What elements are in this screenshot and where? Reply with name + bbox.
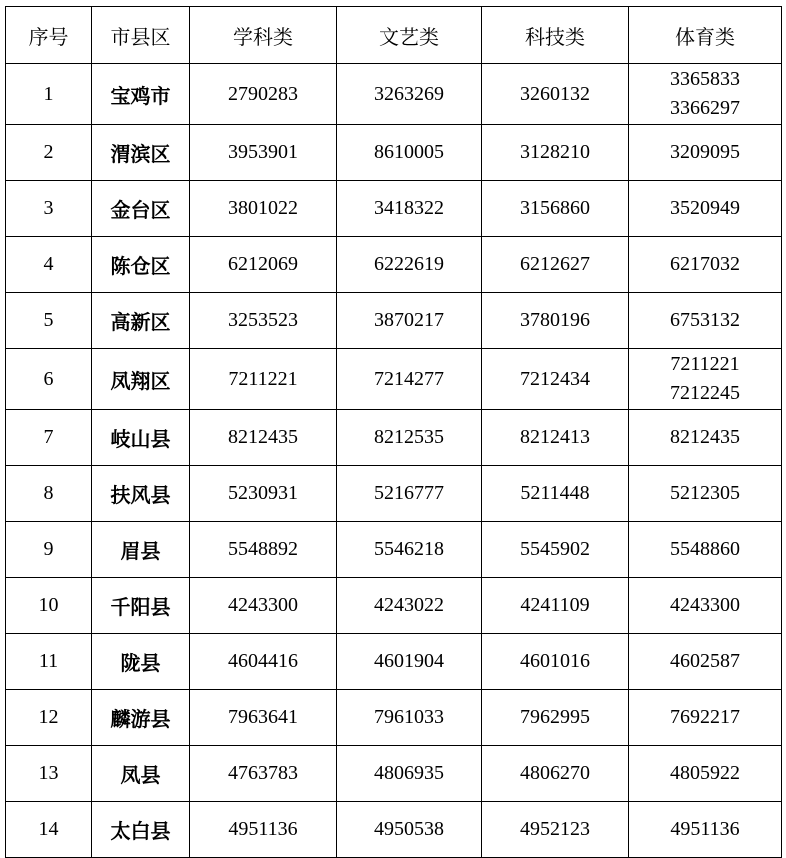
arts-phone-cell — [337, 522, 482, 578]
sports-phone-cell — [629, 522, 782, 578]
district-name: 宝鸡市 — [92, 64, 190, 125]
academic-phone-cell — [190, 64, 337, 125]
table-row — [6, 634, 782, 690]
academic-phone-cell — [190, 802, 337, 858]
sports-phone-cell — [629, 64, 782, 125]
academic-phone-number: 7211221 — [228, 367, 298, 390]
academic-phone-number: 2790283 — [228, 82, 298, 105]
arts-phone-number: 6222619 — [374, 253, 444, 275]
tech-phone-cell — [482, 578, 629, 634]
row-index: 11 — [6, 634, 92, 690]
academic-phone-cell — [190, 578, 337, 634]
tech-phone-number: 3156860 — [520, 197, 590, 219]
district-name: 眉县 — [92, 522, 190, 578]
sports-phone-number: 3209095 — [670, 141, 740, 163]
row-index: 7 — [6, 410, 92, 466]
sports-phone-number: 3366297 — [670, 97, 740, 119]
sports-phone-cell — [629, 125, 782, 181]
arts-phone-cell — [337, 293, 482, 349]
arts-phone-number: 4806935 — [374, 762, 444, 784]
sports-phone-number: 4602587 — [670, 650, 740, 672]
district-name: 凤县 — [92, 746, 190, 802]
header-index: 序号 — [6, 7, 92, 64]
district-name: 太白县 — [92, 802, 190, 858]
academic-phone-cell — [190, 746, 337, 802]
academic-phone-number: 4951136 — [228, 818, 298, 840]
sports-phone-cell — [629, 293, 782, 349]
sports-phone-number: 5212305 — [670, 482, 740, 504]
tech-phone-number: 3128210 — [520, 141, 590, 163]
sports-phone-cell — [629, 578, 782, 634]
sports-phone-number: 4243300 — [670, 594, 740, 616]
header-district: 市县区 — [92, 7, 190, 64]
sports-phone-cell — [629, 746, 782, 802]
row-index: 9 — [6, 522, 92, 578]
header-sports: 体育类 — [629, 7, 782, 64]
tech-phone-number: 4241109 — [520, 594, 590, 616]
table-row — [6, 522, 782, 578]
table-row — [6, 466, 782, 522]
academic-phone-cell — [190, 690, 337, 746]
academic-phone-cell — [190, 181, 337, 237]
row-index: 13 — [6, 746, 92, 802]
sports-phone-cell — [629, 690, 782, 746]
tech-phone-number: 8212413 — [520, 426, 590, 448]
row-index: 3 — [6, 181, 92, 237]
sports-phone-cell — [629, 410, 782, 466]
district-name: 麟游县 — [92, 690, 190, 746]
academic-phone-number: 5548892 — [228, 538, 298, 560]
arts-phone-number: 8212535 — [374, 426, 444, 448]
arts-phone-number: 5546218 — [374, 538, 444, 560]
tech-phone-number: 5211448 — [520, 482, 590, 504]
table-row — [6, 349, 782, 410]
header-arts: 文艺类 — [337, 7, 482, 64]
tech-phone-cell — [482, 293, 629, 349]
tech-phone-number: 7962995 — [520, 706, 590, 728]
table-row — [6, 578, 782, 634]
tech-phone-cell — [482, 802, 629, 858]
tech-phone-number: 4806270 — [520, 762, 590, 784]
row-index: 4 — [6, 237, 92, 293]
sports-phone-number: 6217032 — [670, 253, 740, 275]
arts-phone-number: 8610005 — [374, 141, 444, 163]
arts-phone-cell — [337, 181, 482, 237]
tech-phone-number: 4601016 — [520, 650, 590, 672]
academic-phone-number: 3801022 — [228, 197, 298, 219]
tech-phone-cell — [482, 410, 629, 466]
arts-phone-number: 7214277 — [374, 367, 444, 390]
row-index: 1 — [6, 64, 92, 125]
sports-phone-number: 8212435 — [670, 426, 740, 448]
academic-phone-number: 4763783 — [228, 762, 298, 784]
row-index: 10 — [6, 578, 92, 634]
arts-phone-number: 4243022 — [374, 594, 444, 616]
tech-phone-cell — [482, 125, 629, 181]
table-row — [6, 746, 782, 802]
table-row — [6, 181, 782, 237]
tech-phone-number: 3260132 — [520, 82, 590, 105]
sports-phone-number: 4951136 — [670, 818, 740, 840]
district-name: 千阳县 — [92, 578, 190, 634]
sports-phone-number: 6753132 — [670, 309, 740, 331]
table-row — [6, 125, 782, 181]
row-index: 5 — [6, 293, 92, 349]
header-tech: 科技类 — [482, 7, 629, 64]
tech-phone-cell — [482, 349, 629, 410]
sports-phone-number: 3365833 — [670, 68, 740, 90]
tech-phone-number: 4952123 — [520, 818, 590, 840]
district-name: 渭滨区 — [92, 125, 190, 181]
row-index: 2 — [6, 125, 92, 181]
arts-phone-number: 4950538 — [374, 818, 444, 840]
phone-directory-table — [5, 6, 782, 858]
district-name: 陇县 — [92, 634, 190, 690]
table-body — [6, 64, 782, 858]
academic-phone-cell — [190, 349, 337, 410]
row-index: 8 — [6, 466, 92, 522]
academic-phone-cell — [190, 634, 337, 690]
header-academic: 学科类 — [190, 7, 337, 64]
arts-phone-number: 3418322 — [374, 197, 444, 219]
tech-phone-number: 5545902 — [520, 538, 590, 560]
arts-phone-cell — [337, 634, 482, 690]
arts-phone-cell — [337, 237, 482, 293]
district-name: 金台区 — [92, 181, 190, 237]
sports-phone-cell — [629, 802, 782, 858]
sports-phone-number: 3520949 — [670, 197, 740, 219]
tech-phone-cell — [482, 522, 629, 578]
academic-phone-cell — [190, 237, 337, 293]
arts-phone-cell — [337, 578, 482, 634]
district-name: 陈仓区 — [92, 237, 190, 293]
tech-phone-cell — [482, 64, 629, 125]
table-row — [6, 802, 782, 858]
tech-phone-cell — [482, 466, 629, 522]
arts-phone-cell — [337, 802, 482, 858]
table-row — [6, 64, 782, 125]
header-row — [6, 7, 782, 64]
academic-phone-number: 3953901 — [228, 141, 298, 163]
academic-phone-cell — [190, 410, 337, 466]
row-index: 12 — [6, 690, 92, 746]
arts-phone-cell — [337, 746, 482, 802]
sports-phone-cell — [629, 634, 782, 690]
academic-phone-cell — [190, 293, 337, 349]
sports-phone-cell — [629, 237, 782, 293]
arts-phone-cell — [337, 466, 482, 522]
tech-phone-cell — [482, 634, 629, 690]
academic-phone-number: 3253523 — [228, 309, 298, 331]
arts-phone-cell — [337, 64, 482, 125]
district-name: 扶风县 — [92, 466, 190, 522]
tech-phone-number: 6212627 — [520, 253, 590, 275]
academic-phone-number: 7963641 — [228, 706, 298, 728]
tech-phone-cell — [482, 237, 629, 293]
row-index: 6 — [6, 349, 92, 410]
academic-phone-number: 5230931 — [228, 482, 298, 504]
table-row — [6, 410, 782, 466]
academic-phone-cell — [190, 522, 337, 578]
academic-phone-number: 8212435 — [228, 426, 298, 448]
academic-phone-number: 6212069 — [228, 253, 298, 275]
sports-phone-number: 7212245 — [670, 382, 740, 404]
table-row — [6, 690, 782, 746]
arts-phone-cell — [337, 125, 482, 181]
row-index: 14 — [6, 802, 92, 858]
academic-phone-number: 4243300 — [228, 594, 298, 616]
arts-phone-number: 3263269 — [374, 82, 444, 105]
sports-phone-number: 5548860 — [670, 538, 740, 560]
sports-phone-number: 7692217 — [670, 706, 740, 728]
district-name: 岐山县 — [92, 410, 190, 466]
arts-phone-number: 4601904 — [374, 650, 444, 672]
academic-phone-number: 4604416 — [228, 650, 298, 672]
sports-phone-number: 7211221 — [670, 353, 740, 375]
sports-phone-cell — [629, 349, 782, 410]
arts-phone-cell — [337, 349, 482, 410]
sports-phone-cell — [629, 181, 782, 237]
arts-phone-number: 3870217 — [374, 309, 444, 331]
sports-phone-number: 4805922 — [670, 762, 740, 784]
tech-phone-cell — [482, 690, 629, 746]
arts-phone-cell — [337, 690, 482, 746]
table-row — [6, 293, 782, 349]
tech-phone-number: 7212434 — [520, 367, 590, 390]
arts-phone-number: 5216777 — [374, 482, 444, 504]
arts-phone-number: 7961033 — [374, 706, 444, 728]
district-name: 高新区 — [92, 293, 190, 349]
academic-phone-cell — [190, 466, 337, 522]
tech-phone-number: 3780196 — [520, 309, 590, 331]
district-name: 凤翔区 — [92, 349, 190, 410]
academic-phone-cell — [190, 125, 337, 181]
tech-phone-cell — [482, 181, 629, 237]
tech-phone-cell — [482, 746, 629, 802]
table-row — [6, 237, 782, 293]
sports-phone-cell — [629, 466, 782, 522]
arts-phone-cell — [337, 410, 482, 466]
